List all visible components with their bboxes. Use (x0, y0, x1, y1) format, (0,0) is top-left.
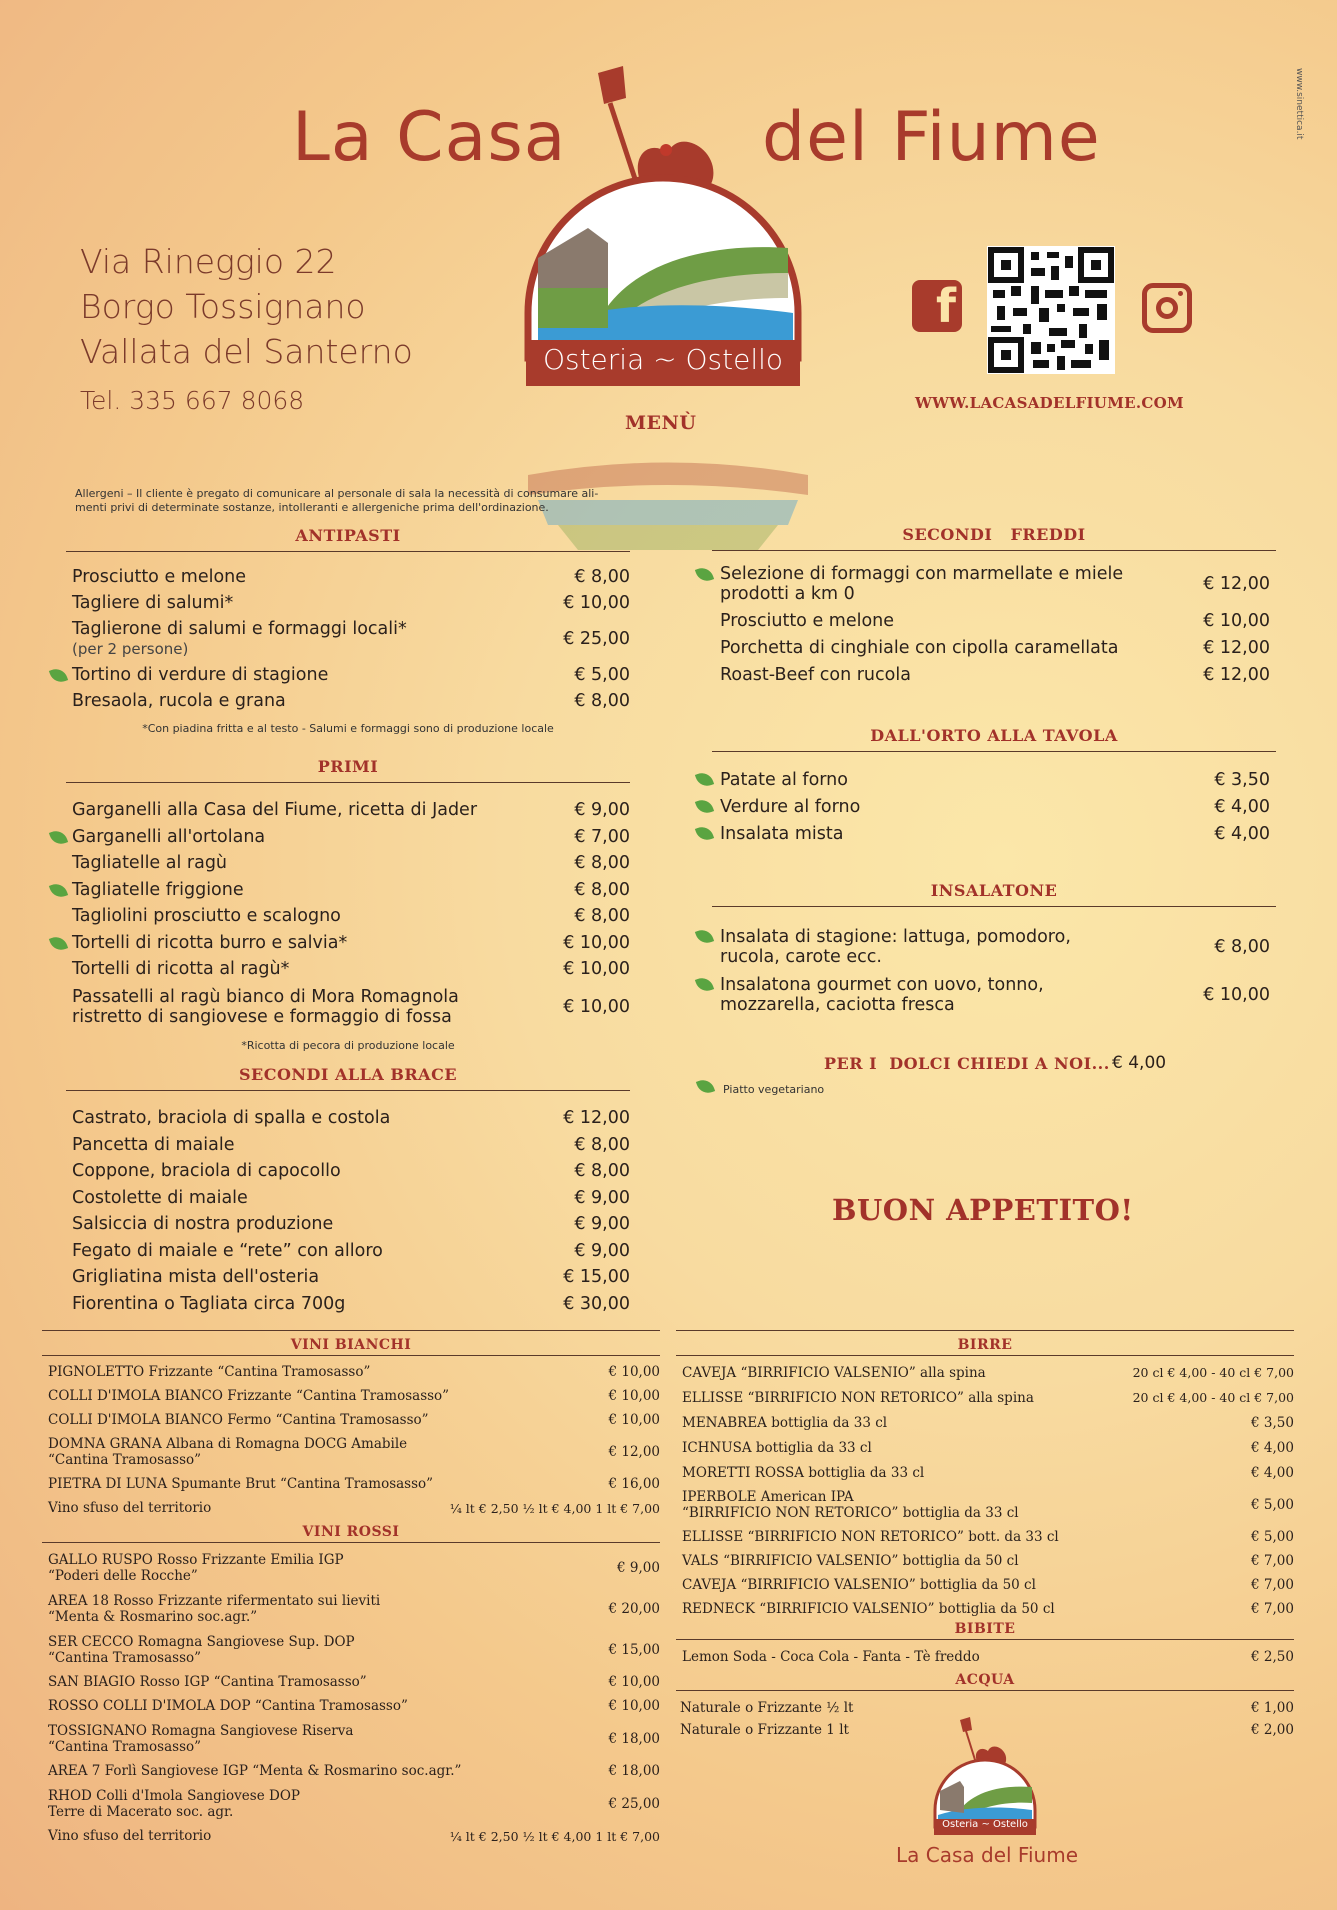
wine-item (42, 1670, 660, 1694)
beer-item (676, 1597, 1294, 1621)
wine-price: € 12,00 (608, 1444, 660, 1460)
instagram-icon[interactable] (1142, 283, 1192, 333)
logo (518, 58, 808, 388)
item-price: € 8,00 (574, 1161, 630, 1182)
menu-item (712, 971, 1276, 1019)
menu-item (66, 1291, 630, 1318)
wine-price: € 18,00 (608, 1763, 660, 1779)
divider (712, 906, 1276, 907)
item-price: € 10,00 (1203, 610, 1270, 631)
qr-code-icon[interactable] (987, 246, 1115, 374)
footer-logo-graphic (930, 1715, 1040, 1835)
beer-item (676, 1549, 1294, 1573)
menu-item (712, 607, 1276, 634)
orto-title: DALL'ORTO ALLA TAVOLA (870, 726, 1118, 745)
wine-name: SER CECCO Romagna Sangiovese Sup. DOP (48, 1633, 355, 1650)
item-name: Fegato di maiale e “rete” con alloro (72, 1240, 383, 1261)
item-price: € 15,00 (563, 1267, 630, 1288)
vegetarian-leaf-icon (696, 1077, 715, 1096)
drink-price: € 2,50 (1251, 1649, 1294, 1665)
item-sub: ristretto di sangiovese e formaggio di fossa (72, 1006, 452, 1027)
item-price: € 8,00 (574, 879, 630, 900)
menu-item (66, 662, 630, 688)
address-line-1: Via Rineggio 22 (80, 242, 337, 281)
divider (42, 1542, 660, 1543)
item-name: Tortelli di ricotta burro e salvia* (72, 932, 348, 953)
wines-section (42, 1330, 660, 1848)
item-price: € 9,00 (574, 1240, 630, 1261)
menu-item (66, 1211, 630, 1238)
item-price: € 8,00 (574, 691, 630, 711)
wine-name: ROSSO COLLI D'IMOLA DOP “Cantina Tramosasso” (48, 1698, 408, 1714)
beer-price: € 7,00 (1251, 1553, 1294, 1569)
item-name: Fiorentina o Tagliata circa 700g (72, 1293, 346, 1314)
address-line-3: Vallata del Santerno (80, 332, 413, 371)
logo-banner: Osteria ~ Ostello (542, 343, 784, 376)
wine-price: € 18,00 (608, 1730, 660, 1747)
menu-item (66, 688, 630, 714)
wine-name: DOMNA GRANA Albana di Romagna DOCG Amabile (48, 1436, 408, 1452)
wine-price: € 20,00 (608, 1600, 660, 1617)
menu-item (712, 661, 1276, 688)
drink-item (676, 1644, 1294, 1670)
wine-price: ¼ lt € 2,50 ½ lt € 4,00 1 lt € 7,00 (449, 1828, 660, 1844)
wine-price: € 10,00 (608, 1388, 660, 1404)
menu-item (66, 590, 630, 616)
menu-item (66, 983, 630, 1031)
beer-name: REDNECK “BIRRIFICIO VALSENIO” bottiglia da 50 cl (682, 1601, 1055, 1617)
item-price: € 5,00 (574, 665, 630, 685)
item-price: € 8,00 (574, 567, 630, 587)
item-name: Grigliatina mista dell'osteria (72, 1267, 320, 1288)
item-price: € 9,00 (574, 1214, 630, 1235)
item-price: € 30,00 (563, 1293, 630, 1314)
wine-sub: “Menta & Rosmarino soc.agr.” (48, 1608, 258, 1625)
wine-item (42, 1759, 660, 1783)
item-price: € 10,00 (563, 996, 630, 1017)
drink-price: € 2,00 (1251, 1722, 1294, 1738)
wine-price: ¼ lt € 2,50 ½ lt € 4,00 1 lt € 7,00 (449, 1500, 660, 1516)
menu-item (66, 1132, 630, 1159)
menu-item (66, 1105, 630, 1132)
beer-name: CAVEJA “BIRRIFICIO VALSENIO” bottiglia da 50 cl (682, 1577, 1036, 1593)
item-name: Castrato, braciola di spalla e costola (72, 1108, 391, 1129)
item-price: € 12,00 (1203, 637, 1270, 658)
beer-item (676, 1435, 1294, 1460)
item-name: Taglierone di salumi e formaggi locali* (72, 619, 407, 639)
wine-price: € 10,00 (608, 1698, 660, 1714)
menu-item (66, 797, 630, 824)
divider (676, 1690, 1294, 1691)
beer-item (676, 1460, 1294, 1485)
item-name: Passatelli al ragù bianco di Mora Romagnola (72, 986, 459, 1007)
wine-price: € 10,00 (608, 1364, 660, 1380)
menu-item (66, 824, 630, 851)
beer-name: MENABREA bottiglia da 33 cl (682, 1414, 888, 1431)
beer-price: € 7,00 (1251, 1601, 1294, 1617)
wine-sub: “Cantina Tramosasso” (48, 1452, 202, 1468)
item-name: Tagliolini prosciutto e scalogno (72, 906, 341, 927)
acqua-title: ACQUA (955, 1672, 1015, 1688)
side-credit: www.sinettica.it (1294, 68, 1304, 140)
item-price: € 12,00 (1203, 664, 1270, 685)
vini-rossi-title: VINI ROSSI (302, 1524, 400, 1540)
divider (676, 1639, 1294, 1640)
divider (42, 1330, 660, 1331)
item-price: € 12,00 (563, 1108, 630, 1129)
wine-item (42, 1472, 660, 1496)
vini-bianchi-title: VINI BIANCHI (290, 1337, 412, 1353)
item-name: Costolette di maiale (72, 1187, 248, 1208)
beer-item (676, 1573, 1294, 1597)
facebook-icon[interactable]: f (912, 280, 962, 332)
menu-item (66, 564, 630, 590)
drink-name: Lemon Soda - Coca Cola - Fanta - Tè freddo (682, 1649, 980, 1665)
wine-name: PIETRA DI LUNA Spumante Brut “Cantina Tramosasso” (48, 1476, 434, 1492)
dolci-price: € 4,00 (1112, 1053, 1167, 1073)
divider (66, 551, 630, 552)
wine-price: € 15,00 (608, 1641, 660, 1658)
wine-item (42, 1588, 660, 1629)
wine-price: € 16,00 (608, 1476, 660, 1492)
item-price: € 7,00 (574, 826, 630, 847)
menu-item (712, 561, 1276, 607)
wine-item (42, 1496, 660, 1520)
divider (42, 1355, 660, 1356)
menu-item (712, 634, 1276, 661)
item-price: € 8,00 (574, 1134, 630, 1155)
wine-item (42, 1824, 660, 1848)
beer-item (676, 1360, 1294, 1385)
drinks-section (676, 1330, 1294, 1741)
insalatone-title: INSALATONE (930, 881, 1058, 900)
antipasti-section (66, 526, 630, 735)
antipasti-note: *Con piadina fritta e al testo - Salumi e formaggi sono di produzione locale (142, 722, 554, 735)
brace-section (66, 1065, 630, 1317)
divider (712, 751, 1276, 752)
wine-item (42, 1384, 660, 1408)
menu-item (66, 1264, 630, 1291)
antipasti-title: ANTIPASTI (295, 526, 401, 545)
menu-item (712, 820, 1276, 847)
item-price: € 10,00 (563, 932, 630, 953)
wine-name: COLLI D'IMOLA BIANCO Fermo “Cantina Tramosasso” (48, 1412, 429, 1428)
freddi-section (712, 525, 1276, 688)
freddi-title: SECONDI FREDDI (902, 525, 1086, 544)
title-right: del Fiume (762, 98, 1101, 177)
item-name: Porchetta di cinghiale con cipolla caramellata (720, 637, 1119, 658)
beer-item (676, 1525, 1294, 1549)
beer-name: VALS “BIRRIFICIO VALSENIO” bottiglia da 50 cl (682, 1553, 1019, 1569)
wine-name: GALLO RUSPO Rosso Frizzante Emilia IGP (48, 1551, 344, 1568)
website-link[interactable]: WWW.LACASADELFIUME.COM (915, 394, 1184, 412)
item-sub: rucola, carote ecc. (720, 947, 882, 967)
item-name: Tagliatelle al ragù (72, 853, 228, 874)
item-name: Bresaola, rucola e grana (72, 691, 286, 711)
primi-note: *Ricotta di pecora di produzione locale (241, 1038, 455, 1052)
wine-name: PIGNOLETTO Frizzante “Cantina Tramosasso” (48, 1364, 371, 1380)
wine-sub: “Poderi delle Rocche” (48, 1567, 198, 1584)
beer-name: MORETTI ROSSA bottiglia da 33 cl (682, 1464, 925, 1481)
item-name: Prosciutto e melone (720, 610, 895, 631)
item-name: Tagliere di salumi* (72, 593, 234, 613)
item-name: Insalatona gourmet con uovo, tonno, (720, 975, 1044, 995)
beer-price: € 7,00 (1251, 1577, 1294, 1593)
phone: Tel. 335 667 8068 (80, 386, 305, 415)
beer-price: € 5,00 (1251, 1497, 1294, 1513)
menu-item (712, 766, 1276, 793)
item-price: € 10,00 (563, 593, 630, 613)
divider (712, 550, 1276, 551)
divider (676, 1330, 1294, 1331)
menu-item (66, 616, 630, 662)
menu-item (66, 877, 630, 904)
address-line-2: Borgo Tossignano (80, 287, 366, 326)
wine-name: RHOD Colli d'Imola Sangiovese DOP (48, 1787, 300, 1804)
drink-name: Naturale o Frizzante 1 lt (680, 1722, 849, 1738)
item-name: Tagliatelle friggione (72, 879, 244, 900)
menu-item (66, 1238, 630, 1265)
wine-sub: Terre di Macerato soc. agr. (48, 1803, 234, 1820)
dolci-label: PER I DOLCI CHIEDI A NOI... (824, 1054, 1110, 1073)
wine-name: Vino sfuso del territorio (48, 1500, 212, 1516)
beer-price: € 5,00 (1251, 1529, 1294, 1545)
wine-price: € 9,00 (617, 1559, 660, 1576)
footer-logo-text: La Casa del Fiume (896, 1843, 1078, 1867)
beer-price: € 3,50 (1251, 1414, 1294, 1431)
wine-item (42, 1432, 660, 1472)
item-name: Insalata di stagione: lattuga, pomodoro, (720, 927, 1071, 947)
beer-price: € 4,00 (1251, 1439, 1294, 1456)
item-price: € 4,00 (1214, 796, 1270, 817)
footer-logo (930, 1715, 1040, 1835)
beer-name: ELLISSE “BIRRIFICIO NON RETORICO” bott. da 33 cl (682, 1529, 1059, 1545)
menu-item (66, 930, 630, 957)
menu-item (66, 1158, 630, 1185)
menu-item (66, 956, 630, 983)
beer-item (676, 1385, 1294, 1410)
drink-price: € 1,00 (1251, 1700, 1294, 1716)
item-price: € 10,00 (563, 959, 630, 980)
logo-graphic (518, 58, 808, 388)
menu-item (66, 903, 630, 930)
item-name: Garganelli all'ortolana (72, 826, 266, 847)
wine-item (42, 1694, 660, 1718)
primi-title: PRIMI (317, 757, 379, 776)
item-name: Tortelli di ricotta al ragù* (72, 959, 290, 980)
item-price: € 25,00 (563, 629, 630, 649)
item-price: € 4,00 (1214, 823, 1270, 844)
wine-price: € 25,00 (608, 1795, 660, 1812)
wine-name: AREA 18 Rosso Frizzante rifermentato sui lieviti (48, 1592, 381, 1609)
wine-item (42, 1629, 660, 1670)
primi-section (66, 757, 630, 1052)
beer-name: ICHNUSA bottiglia da 33 cl (682, 1439, 872, 1456)
item-price: € 8,00 (1214, 937, 1270, 957)
item-price: € 3,50 (1214, 769, 1270, 790)
item-sub: (per 2 persone) (72, 640, 189, 658)
orto-section (712, 726, 1276, 847)
beer-name: CAVEJA “BIRRIFICIO VALSENIO” alla spina (682, 1364, 986, 1381)
item-price: € 9,00 (574, 1187, 630, 1208)
item-name: Coppone, braciola di capocollo (72, 1161, 341, 1182)
item-name: Salsiccia di nostra produzione (72, 1214, 334, 1235)
allergens-note: Allergeni – Il cliente è pregato di comunicare al personale di sala la necessità di consumare ali-menti privi di determinate sostanze, intolleranti e allergeniche prima dell'ordinazione. (75, 487, 599, 514)
menu-item (66, 850, 630, 877)
wine-name: COLLI D'IMOLA BIANCO Frizzante “Cantina Tramosasso” (48, 1388, 450, 1404)
title-left: La Casa (292, 98, 567, 177)
wine-item (42, 1718, 660, 1759)
item-name: Insalata mista (720, 823, 844, 844)
footer-logo-banner: Osteria ~ Ostello (942, 1819, 1028, 1830)
wine-price: € 10,00 (608, 1412, 660, 1428)
wine-item (42, 1783, 660, 1824)
item-sub: prodotti a km 0 (720, 584, 855, 604)
buon-appetito: BUON APPETITO! (832, 1193, 1134, 1227)
birre-title: BIRRE (957, 1337, 1013, 1353)
item-price: € 8,00 (574, 906, 630, 927)
item-price: € 8,00 (574, 853, 630, 874)
item-name: Garganelli alla Casa del Fiume, ricetta di Jader (72, 800, 478, 821)
item-name: Verdure al forno (720, 796, 861, 817)
item-price: € 9,00 (574, 800, 630, 821)
wine-item (42, 1547, 660, 1588)
item-price: € 12,00 (1203, 574, 1270, 594)
menu-label: MENÙ (625, 412, 697, 434)
item-price: € 10,00 (1203, 985, 1270, 1005)
beer-item (676, 1410, 1294, 1435)
menu-item (712, 923, 1276, 971)
item-name: Tortino di verdure di stagione (72, 665, 329, 685)
drink-name: Naturale o Frizzante ½ lt (680, 1700, 854, 1716)
beer-name: IPERBOLE American IPA (682, 1489, 854, 1505)
wine-name: AREA 7 Forlì Sangiovese IGP “Menta & Rosmarino soc.agr.” (48, 1763, 462, 1779)
beer-sub: “BIRRIFICIO NON RETORICO” bottiglia da 33 cl (682, 1505, 1019, 1521)
wine-name: SAN BIAGIO Rosso IGP “Cantina Tramosasso” (48, 1674, 367, 1690)
item-name: Prosciutto e melone (72, 567, 247, 587)
divider (66, 1090, 630, 1091)
beer-price: 20 cl € 4,00 - 40 cl € 7,00 (1132, 1365, 1294, 1380)
menu-item (66, 1185, 630, 1212)
item-name: Pancetta di maiale (72, 1134, 235, 1155)
veg-legend: Piatto vegetariano (723, 1083, 825, 1096)
wine-sub: “Cantina Tramosasso” (48, 1649, 202, 1666)
wine-price: € 10,00 (608, 1674, 660, 1690)
wine-name: TOSSIGNANO Romagna Sangiovese Riserva (48, 1722, 354, 1739)
wine-item (42, 1360, 660, 1384)
item-sub: mozzarella, caciotta fresca (720, 995, 955, 1015)
beer-price: 20 cl € 4,00 - 40 cl € 7,00 (1132, 1390, 1294, 1405)
wine-item (42, 1408, 660, 1432)
beer-price: € 4,00 (1251, 1464, 1294, 1481)
divider (66, 782, 630, 783)
beer-item (676, 1485, 1294, 1525)
menu-item (712, 793, 1276, 820)
item-name: Patate al forno (720, 769, 848, 790)
item-name: Roast-Beef con rucola (720, 664, 911, 685)
brace-title: SECONDI ALLA BRACE (238, 1065, 458, 1084)
insalatone-section (712, 881, 1276, 1019)
wine-name: Vino sfuso del territorio (48, 1828, 212, 1844)
bibite-title: BIBITE (954, 1621, 1016, 1637)
wine-sub: “Cantina Tramosasso” (48, 1738, 202, 1755)
beer-name: ELLISSE “BIRRIFICIO NON RETORICO” alla spina (682, 1389, 1034, 1406)
divider (676, 1355, 1294, 1356)
item-name: Selezione di formaggi con marmellate e miele (720, 564, 1124, 584)
